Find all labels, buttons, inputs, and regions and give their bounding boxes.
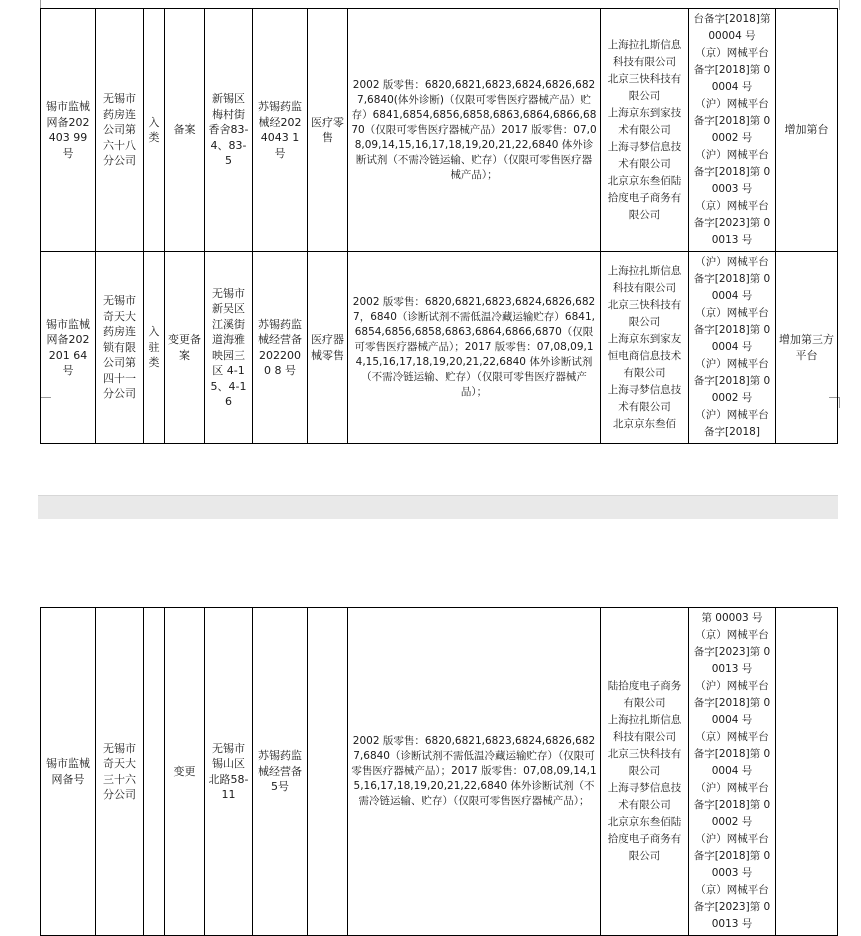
record-number: （京）网械平台备字[2018]第 00004 号: [693, 731, 771, 777]
action-cell: 变更备案: [165, 252, 205, 444]
table-row: [41, 608, 838, 936]
platform-item: 北京三快科技有限公司: [607, 72, 682, 102]
platform-list-cell: [601, 9, 689, 252]
record-region-cell: 锡市监械网备202403 99 号: [41, 9, 96, 252]
platform-item: 上海拉扎斯信息科技有限公司: [607, 38, 682, 68]
record-number: （京）网械平台备字[2023]第 00013 号: [693, 629, 771, 675]
enterprise-name-cell: 无锡市药房连公司第六十八分公司: [96, 9, 144, 252]
platform-list-cell: [601, 252, 689, 444]
remark-cell: 增加第台: [776, 9, 838, 252]
address-cell: 无锡市锡山区北路58-11: [205, 608, 253, 936]
type-cell: 入驻类: [144, 252, 165, 444]
record-number: （沪）网械平台备字[2018]第 00004 号: [693, 256, 771, 302]
remark-cell: [776, 608, 838, 936]
record-number: 台备字[2018]第 00004 号: [693, 13, 771, 42]
scope-cell: 医疗零售: [308, 9, 348, 252]
license-cell: 苏锡药监械经营备5号: [253, 608, 308, 936]
platform-item: 上海京东到家技术有限公司: [607, 106, 682, 136]
record-region-cell: 锡市监械网备号: [41, 608, 96, 936]
type-cell: [144, 608, 165, 936]
record-number: （沪）网械平台备字[2018]第 00002 号: [693, 782, 771, 828]
platform-item: 上海寻梦信息技术有限公司: [607, 383, 682, 413]
remark-cell: 增加第三方平台: [776, 252, 838, 444]
record-number: （京）网械平台备字[2018]第 00004 号: [693, 307, 771, 353]
action-cell: 变更: [165, 608, 205, 936]
platform-item: 上海京东到家友恒电商信息技术有限公司: [607, 332, 682, 379]
platform-item: 上海寻梦信息技术有限公司: [607, 782, 682, 811]
record-number: （沪）网械平台备字[2018]第 00003 号: [693, 149, 771, 195]
table-row: [41, 252, 838, 444]
record-region-cell: 锡市监械网备202201 64 号: [41, 252, 96, 444]
platform-list-cell: [601, 608, 689, 936]
platform-item: 北京京东叁佰陆拾度电子商务有限公司: [607, 816, 682, 862]
enterprise-name-cell: 无锡市奇天大药房连锁有限公司第四十一分公司: [96, 252, 144, 444]
record-number: （沪）网械平台备字[2018]第 00004 号: [693, 680, 771, 726]
platform-item: 北京京东叁佰: [613, 417, 676, 430]
platform-item: 上海拉扎斯信息科技有限公司: [607, 264, 682, 294]
product-scope-cell: 2002 版零售：6820,6821,6823,6824,6826,6827，6840（诊断试剂不需低温冷藏运输贮存）6841,6854,6856,6858,6863,6864,6866,6870（仅限可零售医疗器械产品）；2017 版零售：07,08,09,14,15,16,17,18,19,20,21,22,6840 体外诊断试剂（不需冷链运输、贮存）（仅限可零售医疗器械产品）；: [348, 252, 601, 444]
table-row: [41, 9, 838, 252]
action-cell: 备案: [165, 9, 205, 252]
page-gap: [38, 495, 838, 520]
platform-record-cell: [689, 608, 776, 936]
product-scope-cell: 2002 版零售：6820,6821,6823,6824,6826,6827,6840(体外诊断)（仅限可零售医疗器械产品）贮存）6841,6854,6856,6858,6863,6864,6866,6870（仅限可零售医疗器械产品）2017 版零售：07,08,09,14,15,16,17,18,19,20,21,22,6840 体外诊断试剂（不需冷链运输、贮存）（仅限可零售医疗器械产品）；: [348, 9, 601, 252]
enterprise-name-cell: 无锡市奇天大三十六分公司: [96, 608, 144, 936]
record-number: （京）网械平台备字[2023]第 00013 号: [693, 884, 771, 930]
platform-item: 北京京东叁佰陆拾度电子商务有限公司: [607, 174, 682, 221]
platform-item: 上海寻梦信息技术有限公司: [607, 140, 682, 170]
platform-record-cell: [689, 9, 776, 252]
platform-item: 北京三快科技有限公司: [607, 298, 682, 328]
record-number: （沪）网械平台备字[2018]第 00002 号: [693, 358, 771, 404]
platform-item: 北京三快科技有限公司: [607, 748, 682, 777]
record-number: （京）网械平台备字[2023]第 00013 号: [693, 200, 771, 246]
address-cell: 无锡市新吴区江溪街道海雅映园三区 4-15、4-16: [205, 252, 253, 444]
platform-record-cell: [689, 252, 776, 444]
platform-item: 陆拾度电子商务有限公司: [607, 680, 682, 709]
record-number: （沪）网械平台备字[2018]: [695, 409, 769, 438]
record-number: 第 00003 号: [701, 612, 763, 624]
registry-table-page2: [40, 607, 838, 936]
product-scope-cell: 2002 版零售：6820,6821,6823,6824,6826,6827,6840（诊断试剂不需低温冷藏运输贮存）（仅限可零售医疗器械产品）；2017 版零售：07,08,09,14,15,16,17,18,19,20,21,22,6840 体外诊断试剂（不需冷链运输、贮存）（仅限可零售医疗器械产品）；: [348, 608, 601, 936]
record-number: （沪）网械平台备字[2018]第 00003 号: [693, 833, 771, 879]
scope-cell: 医疗器械零售: [308, 252, 348, 444]
platform-item: 上海拉扎斯信息科技有限公司: [607, 714, 682, 743]
scope-cell: [308, 608, 348, 936]
registry-table-page1: [40, 8, 838, 444]
type-cell: 入类: [144, 9, 165, 252]
address-cell: 新锡区梅村街香舍83-4、83-5: [205, 9, 253, 252]
license-cell: 苏锡药监械经2024043 1 号: [253, 9, 308, 252]
record-number: （京）网械平台备字[2018]第 00004 号: [693, 47, 771, 93]
license-cell: 苏锡药监械经营备2022000 8 号: [253, 252, 308, 444]
record-number: （沪）网械平台备字[2018]第 00002 号: [693, 98, 771, 144]
